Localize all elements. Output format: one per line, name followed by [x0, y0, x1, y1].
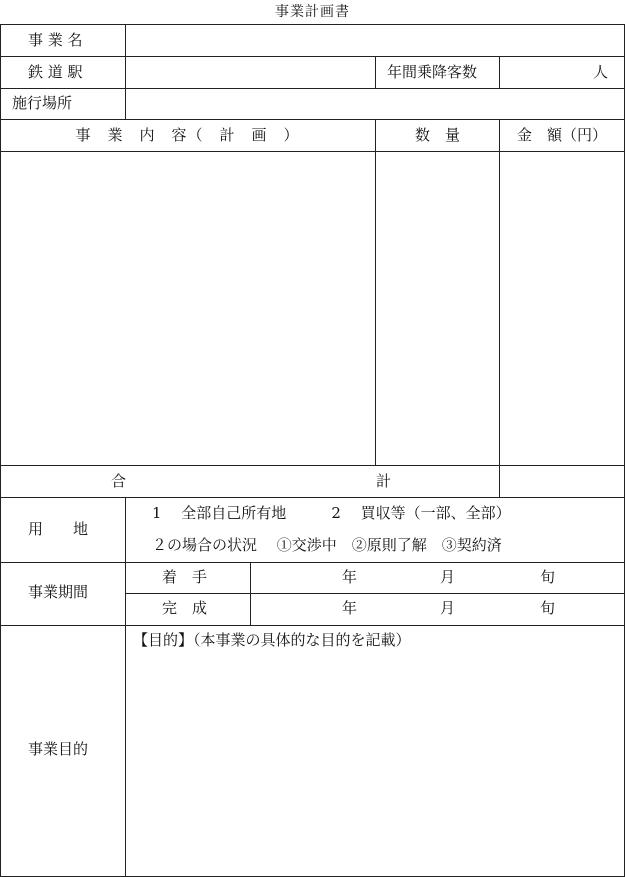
- finish-dekad: 旬: [540, 599, 556, 617]
- period-label: 事業期間: [28, 583, 89, 601]
- row-divider: [0, 56, 625, 57]
- start-year: 年: [342, 568, 358, 586]
- row-divider: [0, 562, 625, 563]
- row-divider: [0, 465, 625, 466]
- finish-month: 月: [440, 599, 456, 617]
- project-name-label: 事 業 名: [28, 31, 83, 49]
- table-border: [0, 24, 625, 25]
- finish-year: 年: [342, 599, 358, 617]
- site-label: 施行場所: [12, 94, 73, 112]
- row-divider: [0, 151, 625, 152]
- start-label: 着 手: [162, 568, 208, 586]
- column-divider: [375, 119, 376, 465]
- content-header: 事 業 内 容（ 計 画 ）: [75, 126, 300, 144]
- column-divider: [125, 497, 126, 877]
- quantity-header: 数 量: [414, 126, 460, 144]
- land-status-line: ２の場合の状況 ①交渉中 ②原則了解 ③契約済: [152, 536, 502, 554]
- start-month: 月: [440, 568, 456, 586]
- column-divider: [499, 119, 500, 497]
- total-right: 計: [376, 472, 392, 490]
- row-divider: [125, 593, 625, 594]
- table-border: [0, 24, 1, 877]
- row-divider: [0, 119, 625, 120]
- finish-label: 完 成: [162, 599, 208, 617]
- start-dekad: 旬: [540, 568, 556, 586]
- amount-header: 金 額（円）: [516, 126, 607, 144]
- row-divider: [0, 625, 625, 626]
- column-divider: [125, 24, 126, 119]
- row-divider: [0, 497, 625, 498]
- station-label: 鉄 道 駅: [28, 63, 83, 81]
- annual-passengers-label: 年間乗降客数: [387, 63, 478, 81]
- passenger-unit: 人: [592, 63, 608, 81]
- row-divider: [0, 88, 625, 89]
- purpose-note: 【目的】（本事業の具体的な目的を記載）: [133, 631, 411, 649]
- purpose-label: 事業目的: [28, 740, 89, 758]
- document-title: 事業計画書: [275, 4, 350, 20]
- column-divider: [250, 562, 251, 625]
- total-left: 合: [111, 472, 127, 490]
- column-divider: [375, 56, 376, 88]
- land-label: 用 地: [28, 520, 89, 538]
- land-option-line: 1 全部自己所有地 2 買収等（一部、全部）: [152, 504, 511, 522]
